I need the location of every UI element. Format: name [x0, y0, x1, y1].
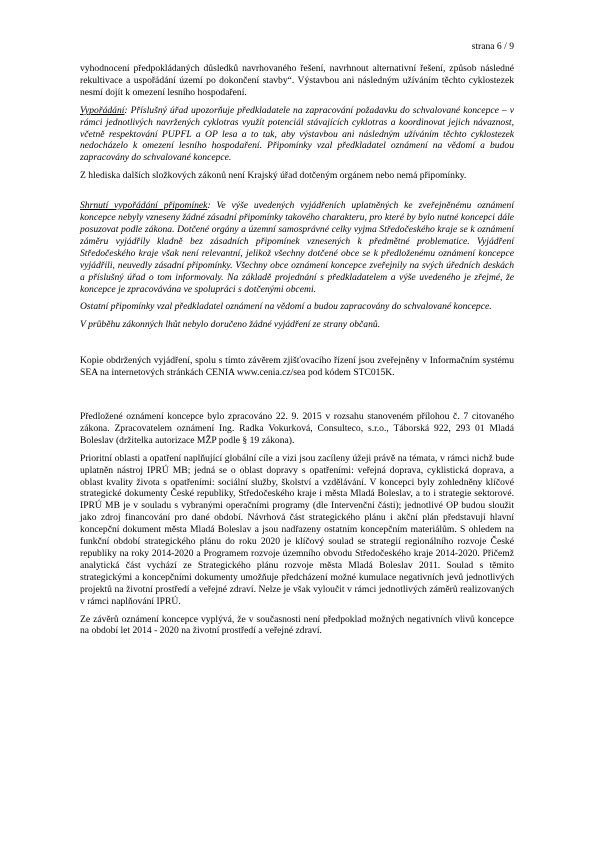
- paragraph-intro: vyhodnocení předpokládaných důsledků navrhovaného řešení, navrhnout alternativní řešení, způsob následné rekultivace a uspořádání území po dokončení stavby“. Výstavbou ani následným užíváním těchto cyklostezek nesmí dojít k omezení lesního hospodaření.: [80, 63, 514, 98]
- paragraph-ostatni: Ostatní připomínky vzal předkladatel oznámení na vědomí a budou zapracovány do schvalované koncepce.: [80, 301, 492, 313]
- vyporadani-text: : Příslušný úřad upozorňuje předkladatele na zapracování požadavku do schvalované koncepce – v rámci jednotlivých navržených cyklotras využít potenciál stávajících cyklotras a koordinovat jejich návaznost, včetně respektování PUPFL a OP lesa a to tak, aby výstavbou ani následným užíváním těchto cyklostezek nedocházelo k omezení lesního hospodaření. Připomínky vzal předkladatel oznámení na vědomí a budou zapracovány do schvalované koncepce.: [80, 104, 514, 164]
- paragraph-vyporadani: [80, 105, 514, 165]
- paragraph-other-laws: Z hlediska dalších složkových zákonů není Krajský úřad dotčeným orgánem nebo nemá připomínky.: [80, 170, 467, 182]
- paragraph-prioritni: Prioritní oblasti a opatření naplňující globální cíle a vizi jsou zacíleny úžeji právě na témata, v rámci nichž bude uplatněn nástroj IPRÚ MB; jedná se o oblast dopravy s opatřeními: veřejná doprava, cyklistická doprava, a oblast kvality života s opatřeními: sociální služby, školství a vzdělávání. V koncepci byly zohledněny klíčové strategické dokumenty České republiky, Středočeského kraje i města Mladá Boleslav, a to i strategie sektorové. IPRÚ MB je v souladu s vybranými operačními programy (dle Intervenční části); jednotlivé OP budou sloužit jako zdroj financování pro dané období. Návrhová část strategického plánu i akční plán představují hlavní koncepční dokument města Mladá Boleslav a jsou nadřazeny ostatním koncepčním materiálům. S ohledem na funkční období strategického plánu do roku 2020 je klíčový soulad se strategií regionálního rozvoje České republiky na roky 2014-2020 a Programem rozvoje územního obvodu Středočeského kraje 2014-2020. Přičemž analytická část vychází ze Strategického plánu rozvoje města Mladá Boleslav 2011. Soulad s těmito strategickými a koncepčními dokumenty umožňuje předcházení možné kumulace negativních jevů jednotlivých projektů na životní prostředí a veřejné zdraví. Nelze je však vyloučit v rámci jednotlivých záměrů realizovaných v rámci naplňování IPRÚ.: [80, 452, 514, 607]
- paragraph-shrnuti: [80, 200, 514, 295]
- shrnuti-text: : Ve výše uvedených vyjádřeních uplatněných ke zveřejněnému oznámení koncepce nebyly vzneseny žádné zásadní připomínky takového charakteru, pro které by bylo nutné koncepci dále posuzovat podle zákona. Dotčené orgány a územní samosprávné celky vyjma Středočeského kraje se k oznámení záměru vyjádřily kladně bez zásadních připomínek vznesených k předmětné problematice. Vyjádření Středočeského kraje však není relevantní, jelikož všechny dotčené obce se k předloženému oznámení koncepce vyjádřili, neuvedly zásadní připomínky. Všechny obce oznámení koncepce zveřejnily na svých úředních deskách a příslušný úřad o tom informovaly. Na základě projednání s předkladatelem a výše uvedeného je zřejmé, že koncepce je zpracovávána ve spolupráci s dotčenými obcemi.: [80, 200, 514, 295]
- paragraph-zaver: Ze závěrů oznámení koncepce vyplývá, že v současnosti není předpoklad možných negativních vlivů koncepce na období let 2014 - 2020 na životní prostředí a veřejné zdraví.: [80, 613, 514, 637]
- document-body: [80, 63, 514, 643]
- paragraph-kopie: Kopie obdržených vyjádření, spolu s tímto závěrem zjišťovacího řízení jsou zveřejněny v Informačním systému SEA na internetových stránkách CENIA www.cenia.cz/sea pod kódem STC015K.: [80, 355, 514, 379]
- shrnuti-label: Shrnutí vypořádání připomínek: [80, 200, 208, 212]
- paragraph-predlozene: Předložené oznámení koncepce bylo zpracováno 22. 9. 2015 v rozsahu stanoveném přílohou č. 7 citovaného zákona. Zpracovatelem oznámení Ing. Radka Vokurková, Consulteco, s.r.o., Táborská 922, 293 01 Mladá Boleslav (držitelka autorizace MŽP podle § 19 zákona).: [80, 411, 514, 446]
- vyporadani-label: Vypořádání: [80, 104, 125, 116]
- page-number: strana 6 / 9: [471, 41, 514, 52]
- paragraph-verejnost: V průběhu zákonných lhůt nebylo doručeno žádné vyjádření ze strany občanů.: [80, 319, 381, 331]
